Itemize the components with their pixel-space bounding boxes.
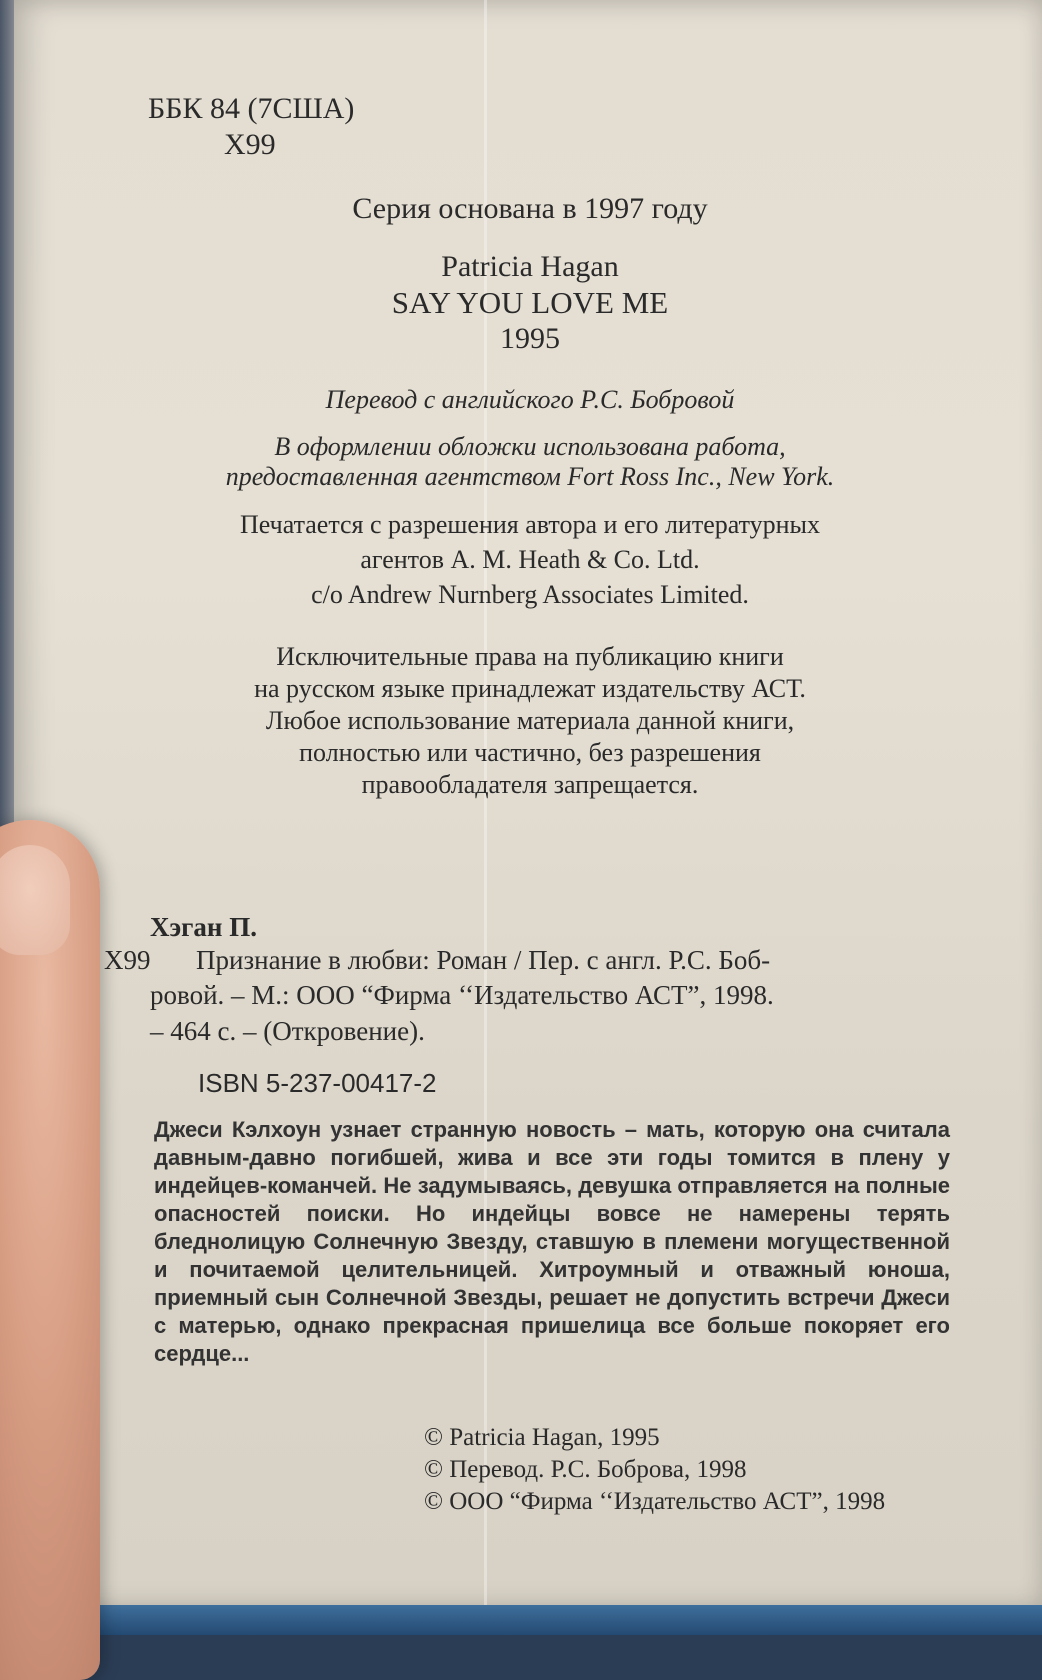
- cover-note-line: В оформлении обложки использована работа,: [274, 432, 786, 461]
- isbn: ISBN 5-237-00417-2: [198, 1068, 437, 1098]
- rights-line: Исключительные права на публикацию книги: [276, 642, 784, 671]
- permission-line: агентов A. M. Heath & Co. Ltd.: [360, 545, 700, 574]
- thumb-nail: [0, 845, 70, 955]
- series-founded-line: Серия основана в 1997 году: [352, 192, 708, 225]
- rights-line: на русском языке принадлежат издательству АСТ.: [254, 674, 806, 703]
- copyright-line: © Перевод. Р.С. Боброва, 1998: [424, 1456, 747, 1483]
- copyright-line: © Patricia Hagan, 1995: [424, 1424, 660, 1451]
- cover-bottom-edge: [0, 1605, 1042, 1635]
- author-sign-code: Х99: [224, 128, 276, 161]
- bibliography-author: Хэган П.: [150, 912, 257, 942]
- book-page: [14, 0, 1042, 1610]
- bibliography-line: ровой. – М.: ООО “Фирма ‘‘Издательство АСТ”, 1998.: [150, 980, 774, 1010]
- original-author: Patricia Hagan: [441, 250, 619, 283]
- bibliography-line: – 464 с. – (Откровение).: [150, 1016, 425, 1046]
- bibliography-line: Признание в любви: Роман / Пер. с англ. Р.С. Боб-: [196, 945, 771, 975]
- rights-line: Любое использование материала данной книги,: [265, 706, 795, 735]
- bbk-classification: ББК 84 (7США): [148, 92, 355, 125]
- book-annotation: Джеси Кэлхоун узнает странную новость – мать, которую она считала давным-давно погибшей, жива и все эти годы томится в плену у индейцев-команчей. Не задумываясь, девушка отправляется на полные опасностей поиски. Но индейцы вовсе не намерены терять бледнолицую Солнечную Звезду, ставшую в племени могущественной и почитаемой целительницей. Хитроумный и отважный юноша, приемный сын Солнечной Звезды, решает не допустить встречи Джеси с матерью, однако прекрасная пришелица все больше покоряет его сердце...: [154, 1117, 950, 1366]
- page-fold-crease: [484, 0, 487, 1610]
- original-title: SAY YOU LOVE ME: [391, 285, 669, 320]
- rights-line: правообладателя запрещается.: [361, 770, 699, 799]
- bibliography-code: Х99: [104, 945, 151, 975]
- translator-line: Перевод с английского Р.С. Бобровой: [325, 385, 735, 414]
- permission-line: c/o Andrew Nurnberg Associates Limited.: [311, 580, 749, 609]
- original-year: 1995: [500, 322, 560, 355]
- rights-line: полностью или частично, без разрешения: [299, 738, 761, 767]
- cover-note-line: предоставленная агентством Fort Ross Inc., New York.: [225, 462, 835, 491]
- copyright-line: © ООО “Фирма ‘‘Издательство АСТ”, 1998: [424, 1488, 886, 1515]
- permission-line: Печатается с разрешения автора и его литературных: [239, 510, 821, 539]
